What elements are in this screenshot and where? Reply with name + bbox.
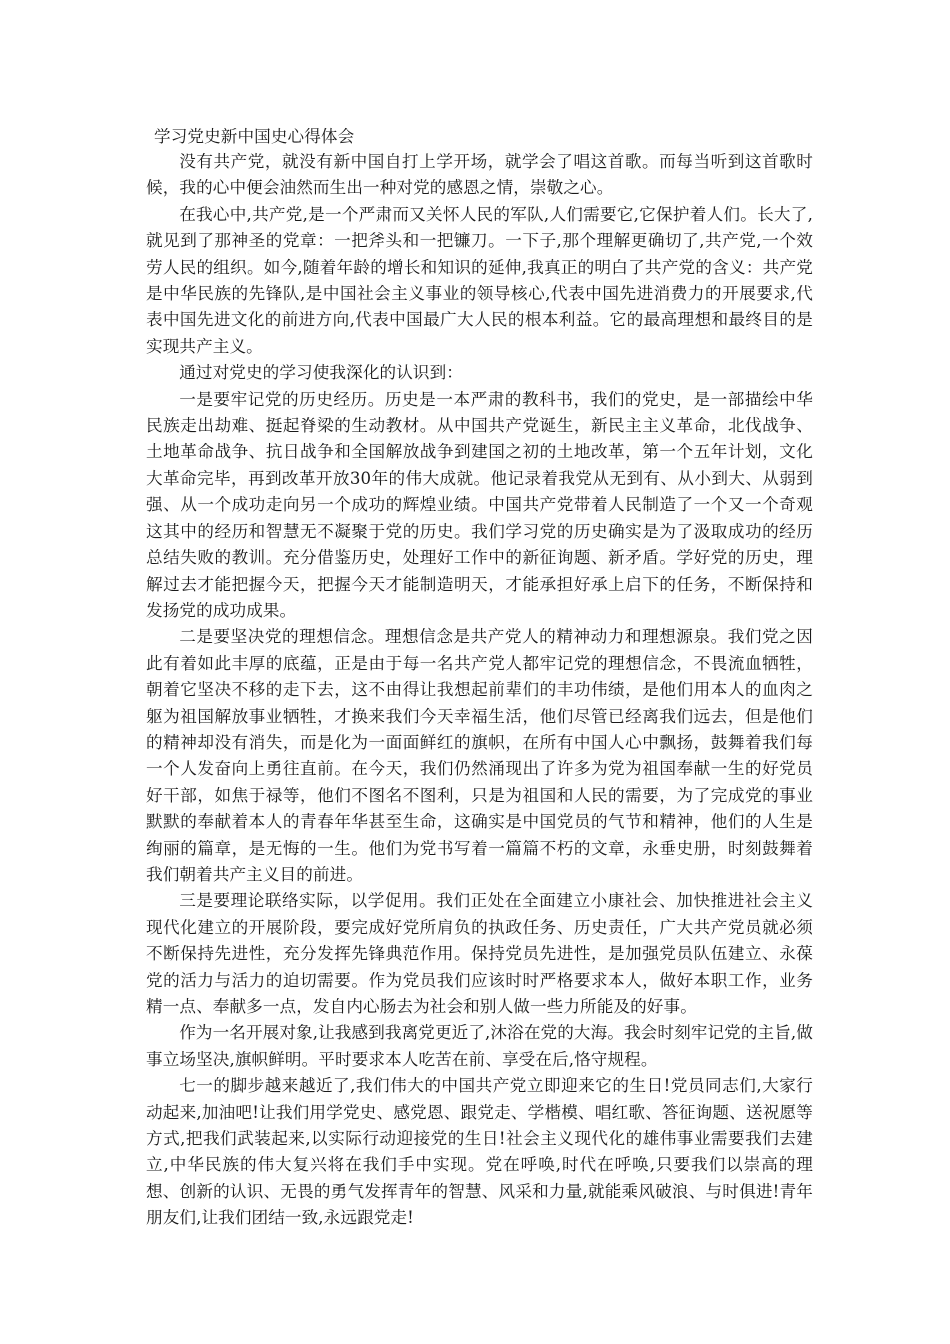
paragraph-lead-in: 通过对党史的学习使我深化的认识到： bbox=[179, 363, 463, 383]
paragraph-party-meaning: 在我心中,共产党,是一个严肃而又关怀人民的军队,人们需要它,它保护着人们。长大了,就见到了那神圣的党章：一把斧头和一把镰刀。一下子,那个理解更确切了,共产党,一个效劳人民的组织。如今,随着年龄的增长和知识的延伸,我真正的明白了共产党的含义：共产党是中华民族的先锋队,是中国社会主义事业的领导核心,代表中国先进消费力的开展要求,代表中国先进文化的前进方向,代表中国最广大人民的根本利益。它的最高理想和最终目的是实现共产主义。 bbox=[146, 204, 813, 356]
document-body bbox=[146, 125, 813, 1232]
document-title: 学习党史新中国史心得体会 bbox=[154, 127, 355, 146]
paragraph-conclusion: 七一的脚步越来越近了,我们伟大的中国共产党立即迎来它的生日!党员同志们,大家行动起来,加油吧!让我们用学党史、感党恩、跟党走、学楷模、唱红歌、答征询题、送祝愿等方式,把我们武装起来,以实际行动迎接党的生日!社会主义现代化的雄伟事业需要我们去建立,中华民族的伟大复兴将在我们手中实现。党在呼唤,时代在呼唤,只要我们以崇高的理想、创新的认识、无畏的勇气发挥青年的智慧、风采和力量,就能乘风破浪、与时俱进!青年朋友们,让我们团结一致,永远跟党走! bbox=[146, 1076, 813, 1228]
paragraph-development-target: 作为一名开展对象,让我感到我离党更近了,沐浴在党的大海。我会时刻牢记党的主旨,做事立场坚决,旗帜鲜明。平时要求本人吃苦在前、享受在后,恪守规程。 bbox=[146, 1023, 813, 1069]
paragraph-point-two: 二是要坚决党的理想信念。理想信念是共产党人的精神动力和理想源泉。我们党之因此有着如此丰厚的底蕴，正是由于每一名共产党人都牢记党的理想信念，不畏流血牺牲，朝着它坚决不移的走下去，这不由得让我想起前辈们的丰功伟绩，是他们用本人的血肉之躯为祖国解放事业牺牲，才换来我们今天幸福生活，他们尽管已经离我们远去，但是他们的精神却没有消失，而是化为一面面鲜红的旗帜，在所有中国人心中飘扬，鼓舞着我们每一个人发奋向上勇往直前。在今天，我们仍然涌现出了许多为党为祖国奉献一生的好党员好干部，如焦于禄等，他们不图名不图利，只是为祖国和人民的需要，为了完成党的事业默默的奉献着本人的青春年华甚至生命，这确实是中国党员的气节和精神，他们的人生是绚丽的篇章，是无悔的一生。他们为党书写着一篇篇不朽的文章，永垂史册，时刻鼓舞着我们朝着共产主义目的前进。 bbox=[146, 627, 813, 884]
paragraph-intro: 没有共产党，就没有新中国自打上学开场，就学会了唱这首歌。而每当听到这首歌时候，我的心中便会油然而生出一种对党的感恩之情，崇敬之心。 bbox=[146, 152, 813, 198]
paragraph-point-three: 三是要理论联络实际，以学促用。我们正处在全面建立小康社会、加快推进社会主义现代化建立的开展阶段，要完成好党所肩负的执政任务、历史责任，广大共产党员就必须不断保持先进性，充分发挥先锋典范作用。保持党员先进性，是加强党员队伍建立、永葆党的活力与活力的迫切需要。作为党员我们应该时时严格要求本人，做好本职工作，业务精一点、奉献多一点，发自内心肠去为社会和别人做一些力所能及的好事。 bbox=[146, 891, 813, 1016]
paragraph-point-one: 一是要牢记党的历史经历。历史是一本严肃的教科书，我们的党史，是一部描绘中华民族走出劫难、挺起脊梁的生动教材。从中国共产党诞生，新民主主义革命，北伐战争、土地革命战争、抗日战争和全国解放战争到建国之初的土地改革，第一个五年计划，文化大革命完毕，再到改革开放30年的伟大成就。他记录着我党从无到有、从小到大、从弱到强、从一个成功走向另一个成功的辉煌业绩。中国共产党带着人民制造了一个又一个奇观这其中的经历和智慧无不凝聚于党的历史。我们学习党的历史确实是为了汲取成功的经历总结失败的教训。充分借鉴历史，处理好工作中的新征询题、新矛盾。学好党的历史，理解过去才能把握今天，把握今天才能制造明天，才能承担好承上启下的任务，不断保持和发扬党的成功成果。 bbox=[146, 389, 813, 620]
